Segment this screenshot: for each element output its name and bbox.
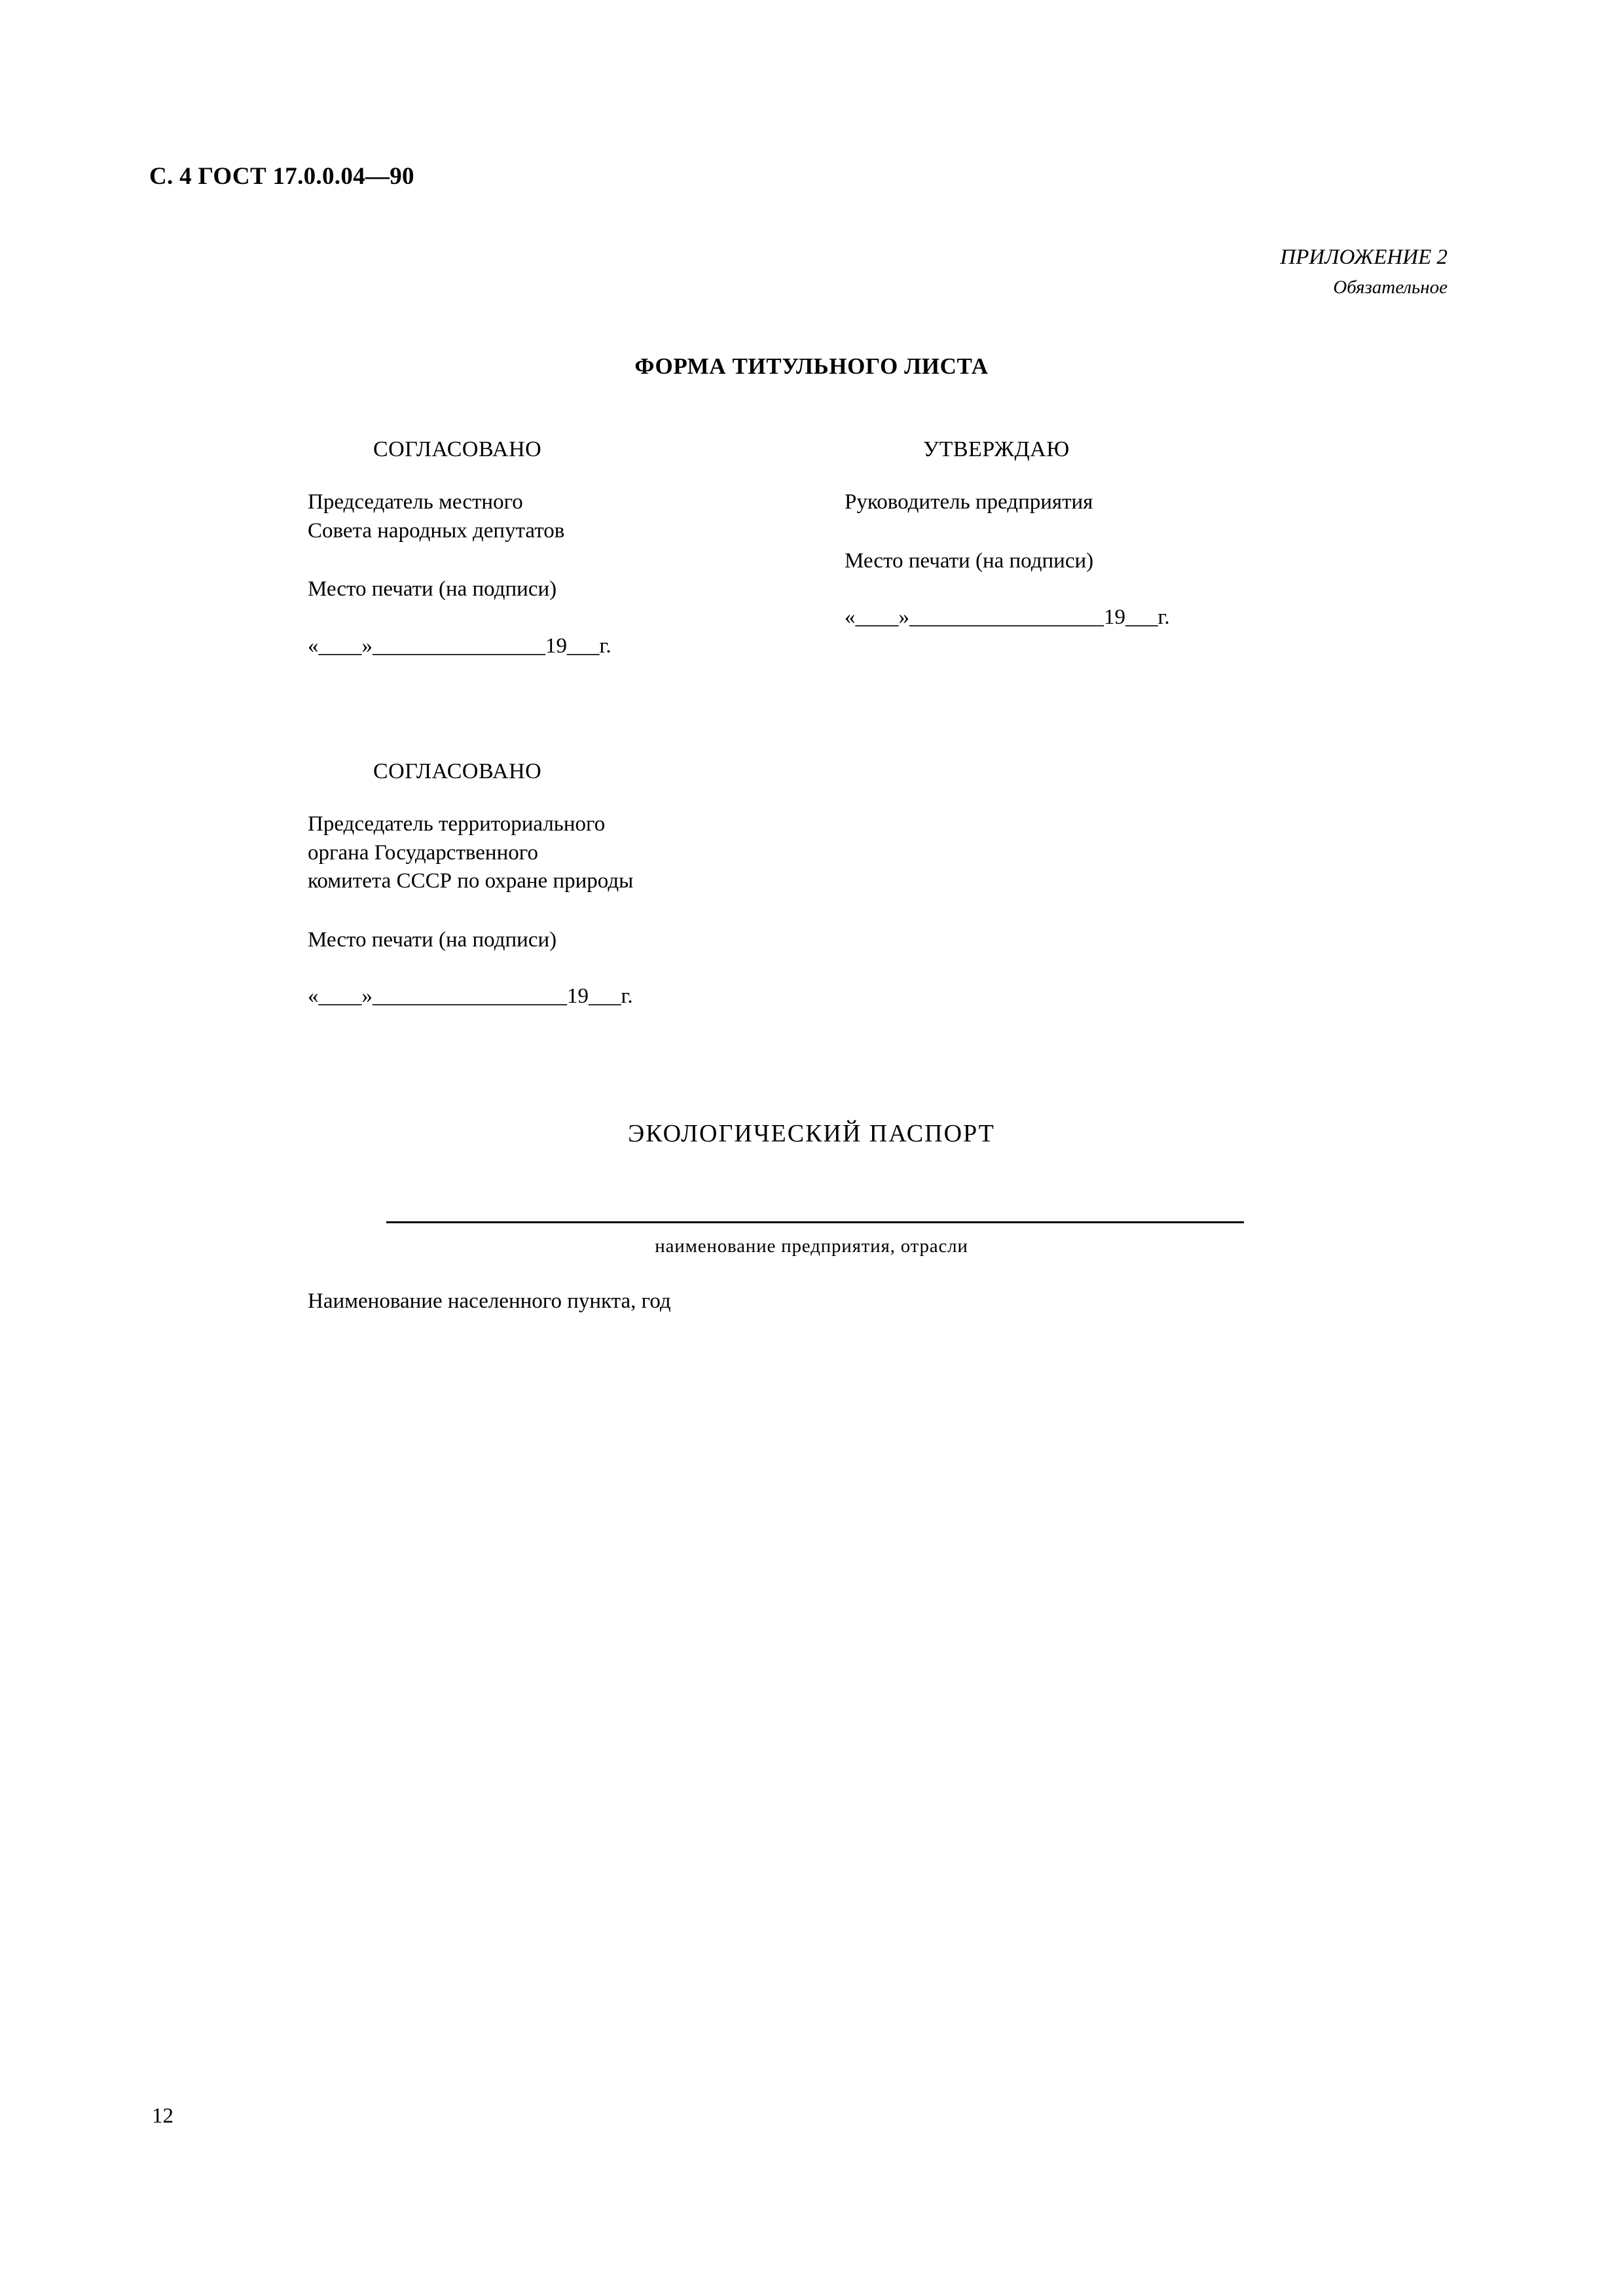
- spacer: [845, 575, 1368, 605]
- approval-right-role-line-1: Руководитель предприятия: [845, 490, 1093, 514]
- approval-left-seal-label: Место печати (на подписи): [308, 577, 557, 601]
- appendix-title: ПРИЛОЖЕНИЕ 2: [1280, 245, 1448, 269]
- rule-caption: наименование предприятия, отрасли: [655, 1236, 968, 1257]
- approval-right-date-line: «____»__________________19___г.: [845, 605, 1170, 630]
- form-title: ФОРМА ТИТУЛЬНОГО ЛИСТА: [634, 353, 989, 379]
- signature-rule: [386, 1221, 1244, 1223]
- approval-second-role-line-3: комитета СССР по охране природы: [308, 869, 634, 893]
- approval-second-date-line: «____»__________________19___г.: [308, 984, 633, 1009]
- page-header: С. 4 ГОСТ 17.0.0.04—90: [149, 163, 414, 190]
- approval-right-seal-label: Место печати (на подписи): [845, 548, 1094, 573]
- approval-second-role-line-1: Председатель территориального: [308, 812, 606, 836]
- spacer: [308, 545, 805, 575]
- spacer: [308, 896, 897, 926]
- passport-title: ЭКОЛОГИЧЕСКИЙ ПАСПОРТ: [628, 1120, 995, 1147]
- page-number: 12: [152, 2104, 173, 2128]
- approval-left-date-line: «____»________________19___г.: [308, 634, 611, 658]
- spacer: [308, 954, 897, 984]
- approval-block-second: [308, 759, 897, 1009]
- appendix-block: [1280, 242, 1448, 301]
- approval-caption-soglasovano: СОГЛАСОВАНО: [373, 437, 542, 461]
- settlement-line: Наименование населенного пункта, год: [308, 1289, 671, 1313]
- approval-block-right: [845, 437, 1368, 630]
- approval-caption-utverzhdayu: УТВЕРЖДАЮ: [923, 437, 1070, 461]
- approval-left-role-line-1: Председатель местного: [308, 490, 523, 514]
- approval-block-left: [308, 437, 805, 658]
- spacer: [308, 604, 805, 634]
- approval-second-seal-label: Место печати (на подписи): [308, 927, 557, 952]
- approval-left-role-line-2: Совета народных депутатов: [308, 518, 565, 543]
- spacer: [845, 517, 1368, 547]
- appendix-subtitle: Обязательное: [1333, 276, 1448, 298]
- approval-second-role-line-2: органа Государственного: [308, 840, 538, 865]
- approval-caption-soglasovano-2: СОГЛАСОВАНО: [373, 759, 542, 783]
